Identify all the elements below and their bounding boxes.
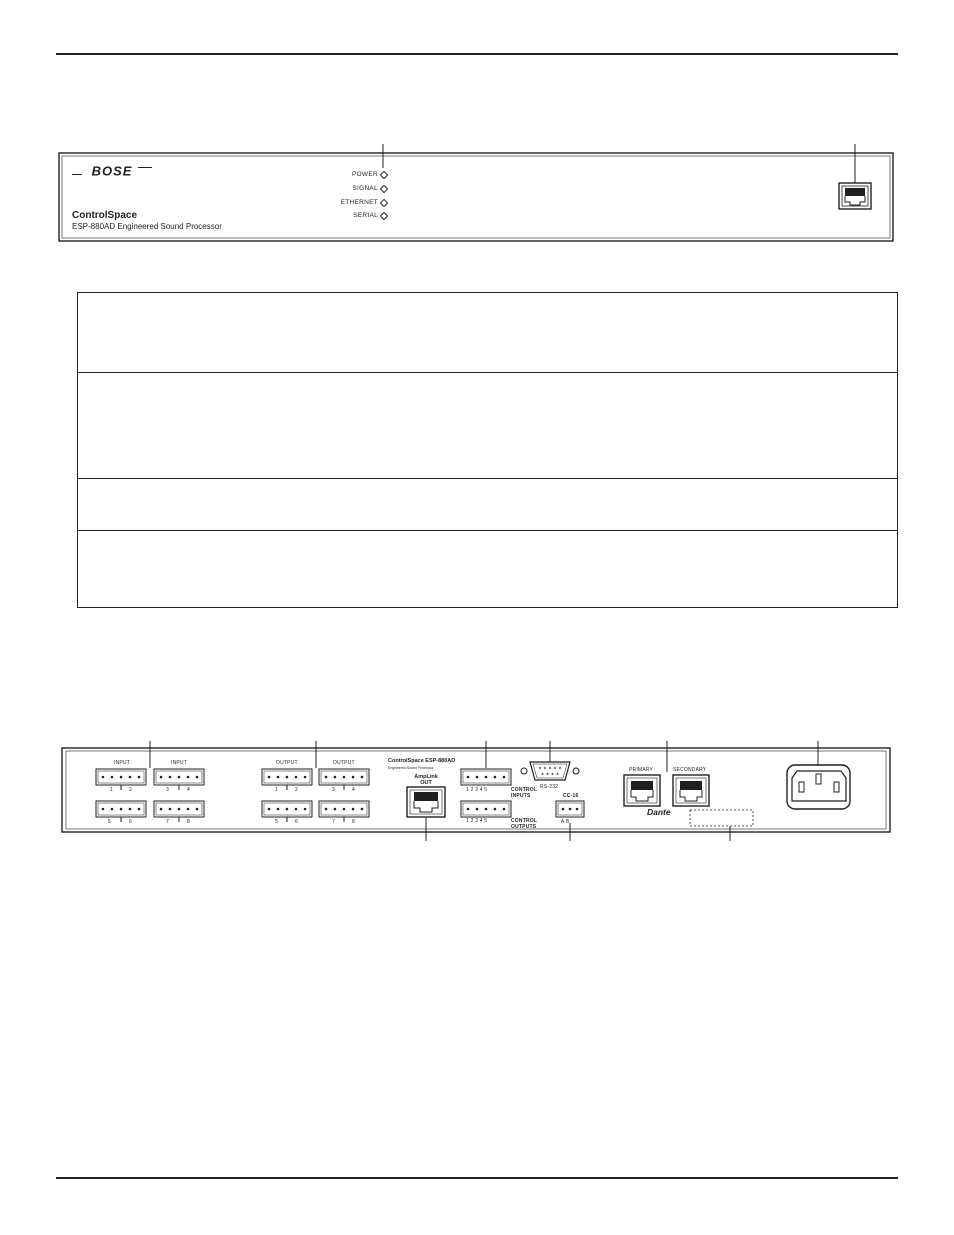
primary-label: PRIMARY <box>629 767 654 773</box>
indicator-power-label: POWER <box>351 171 378 178</box>
control-inputs-label-l1: CONTROL <box>511 787 538 793</box>
output-num-7: 7 <box>332 819 335 825</box>
output-num-6: 6 <box>295 819 298 825</box>
amplink-label-line1: AmpLink <box>414 774 438 780</box>
output-label-1-2: OUTPUT <box>276 760 298 766</box>
output-num-2: 2 <box>295 787 298 793</box>
input-label-1-2: INPUT <box>114 760 130 766</box>
output-num-1: 1 <box>275 787 278 793</box>
input-num-8: 8 <box>187 819 190 825</box>
input-num-4: 4 <box>187 787 190 793</box>
model-description: ESP-880AD Engineered Sound Processor <box>72 222 222 231</box>
output-label-3-4: OUTPUT <box>333 760 355 766</box>
control-outputs-numbers: 1 2 3 4 5 <box>466 818 488 824</box>
svg-text:BOSE: BOSE <box>91 164 133 178</box>
output-num-4: 4 <box>352 787 355 793</box>
input-num-5: 5 <box>108 819 111 825</box>
cc16-pins-label: A B <box>561 819 570 825</box>
input-num-3: 3 <box>166 787 169 793</box>
output-num-5: 5 <box>275 819 278 825</box>
amplink-label-line2: OUT <box>420 780 432 786</box>
control-inputs-label-l2: INPUTS <box>511 793 531 799</box>
rear-model-subtitle: Engineered Sound Processor <box>388 766 434 770</box>
indicator-ethernet-label: ETHERNET <box>340 199 378 206</box>
input-num-1: 1 <box>110 787 113 793</box>
indicator-signal-label: SIGNAL <box>352 185 378 192</box>
cc16-label: CC-16 <box>563 793 579 799</box>
dante-logo-text: Dante <box>647 807 671 817</box>
bottom-rule <box>56 1177 898 1179</box>
rs232-label: RS-232 <box>540 784 559 790</box>
input-num-6: 6 <box>129 819 132 825</box>
secondary-label: SECONDARY <box>673 767 707 773</box>
control-outputs-label-l2: OUTPUTS <box>511 824 537 830</box>
product-line: ControlSpace <box>72 210 138 221</box>
indicator-serial-label: SERIAL <box>353 212 378 219</box>
control-inputs-numbers: 1 2 3 4 5 <box>466 787 488 793</box>
output-num-8: 8 <box>352 819 355 825</box>
input-num-2: 2 <box>129 787 132 793</box>
control-outputs-label-l1: CONTROL <box>511 818 538 824</box>
input-num-7: 7 <box>166 819 169 825</box>
rear-model-title: ControlSpace ESP-880AD <box>388 758 456 764</box>
output-num-3: 3 <box>332 787 335 793</box>
input-label-3-4: INPUT <box>171 760 187 766</box>
dante-logo <box>647 807 671 817</box>
